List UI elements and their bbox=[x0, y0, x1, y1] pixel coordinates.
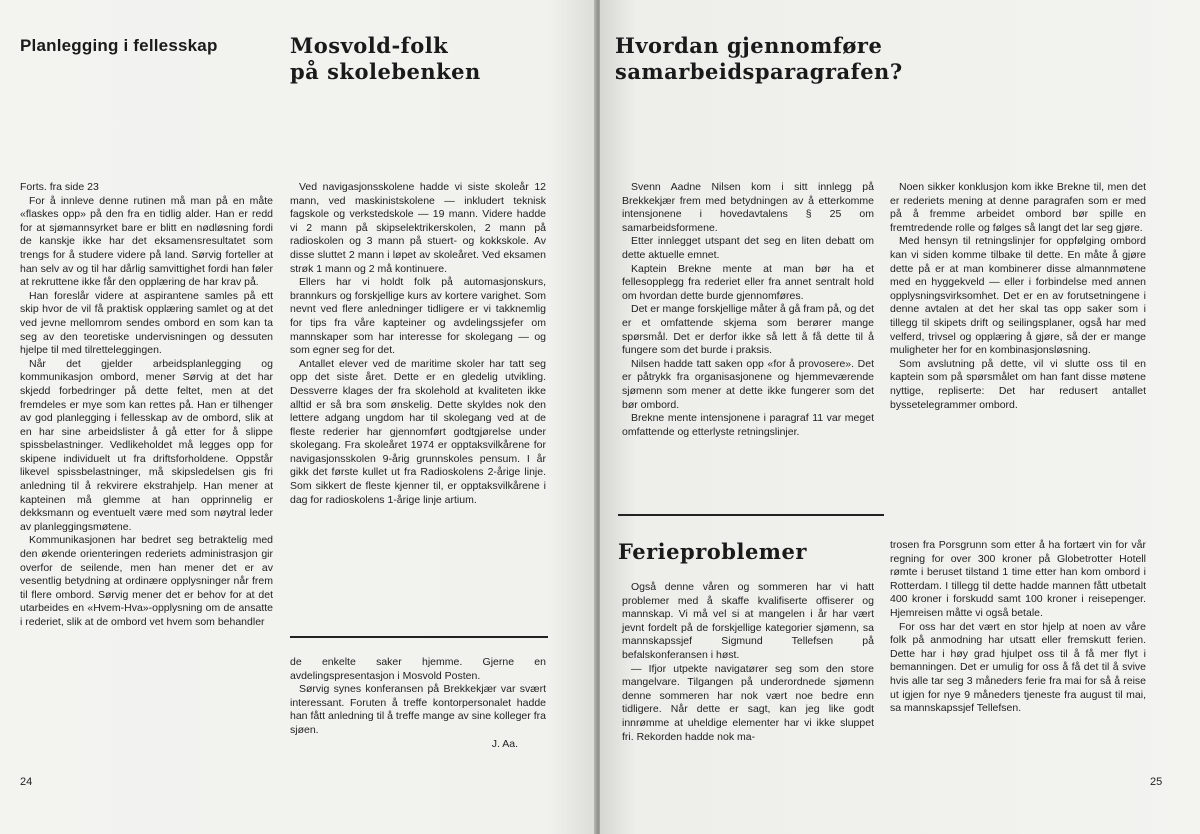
paragraph: Kaptein Brekne mente at man bør ha et fellesopplegg fra rederiet eller fra annet sentralt hold om hvordan dette burde gjennomføres. bbox=[622, 262, 874, 302]
paragraph: Som avslutning på dette, vil vi slutte oss til en kaptein som på spørsmålet om han fant disse møtene nyttige, repliserte: Det har redusert antallet byssetelegrammer ombord. bbox=[890, 357, 1146, 411]
section-header: Planlegging i fellesskap bbox=[20, 36, 218, 55]
paragraph: Noen sikker konklusjon kom ikke Brekne til, men det er rederiets mening at denne paragrafen som er med på å fremme arbeidet ombord bør spille en fremtredende rolle og følges så langt det lar seg gjøre. bbox=[890, 181, 1146, 234]
ferie-column-2 bbox=[890, 539, 1146, 716]
paragraph: Det er mange forskjellige måter å gå fram på, og det er et omfattende skjema som berører mange spørsmål. Det er derfor ikke så lett å få dette til å fungere som det burde i praksis. bbox=[622, 303, 874, 357]
continuation-note: Forts. fra side 23 bbox=[20, 181, 99, 193]
title-line-2: på skolebenken bbox=[290, 59, 481, 84]
title-line-1: Hvordan gjennomføre bbox=[615, 33, 883, 58]
paragraph: de enkelte saker hjemme. Gjerne en avdelingspresentasjon i Mosvold Posten. bbox=[290, 656, 546, 682]
title-line-1: Mosvold-folk bbox=[290, 33, 449, 58]
ferie-column-1 bbox=[622, 581, 874, 744]
left-column-2-bottom bbox=[290, 656, 546, 751]
paragraph: Brekne mente intensjonene i paragraf 11 var meget omfattende og etterlyste retningslinjer. bbox=[622, 412, 874, 438]
ferie-title: Ferieproblemer bbox=[618, 539, 807, 564]
page-number-right: 25 bbox=[1150, 776, 1163, 788]
paragraph: Etter innlegget utspant det seg en liten debatt om dette aktuelle emnet. bbox=[622, 235, 874, 261]
paragraph: Sørvig synes konferansen på Brekkekjær var svært interessant. Foruten å treffe kontorpersonalet hadde han fått anledning til å treffe mange av sine kolleger fra sjøen. bbox=[290, 683, 546, 736]
paragraph: Nilsen hadde tatt saken opp «for å provosere». Det er påtrykk fra organisasjonene og hjemmeværende sjømenn som mener at dette ikke fungerer som det bør ombord. bbox=[622, 357, 874, 411]
section-divider bbox=[290, 636, 548, 638]
article-title-mosvold bbox=[290, 33, 481, 85]
paragraph: — Ifjor utpekte navigatører seg som den store mangelvare. Tilgangen på underordnede sjømenn denne sommeren har nok vært noe bedre enn tidligere. Når dette er sagt, kan jeg like godt innrømme at uheldige elementer har vi ikke sluppet fri. Rekorden hadde nok ma- bbox=[622, 662, 874, 743]
article-title-samarbeid bbox=[615, 33, 903, 85]
section-divider bbox=[618, 514, 884, 516]
paragraph: Med hensyn til retningslinjer for oppfølging ombord kan vi siden komme tilbake til dette. En måte å gjøre dette på er at man kombinerer disse almannmøtene med en hyggekveld — eller i forbindelse med annen opplysningsvirksomhet. Det er en av forutsetningene i denne avtalen at det her skal tas opp saker som i tillegg til skipets drift og seilingsplaner, også har med velferd, trivsel og opplæring å gjøre, så der er mange muligheter her for en kombinasjonsløsning. bbox=[890, 235, 1146, 357]
right-page bbox=[600, 0, 1200, 834]
paragraph: Ved navigasjonsskolene hadde vi siste skoleår 12 mann, ved maskinistskolene — inkludert teknisk fagskole og verkstedskole — 19 mann. Videre hadde vi 2 mann på skipselektrikerskolen, 2 mann på radioskolen og 3 mann på stuert- og kokkskole. Av disse sluttet 2 mann i løpet av skoleåret. Ved eksamen strøk 1 mann og 2 må kontinuere. bbox=[290, 181, 546, 275]
page-number-left: 24 bbox=[20, 776, 33, 788]
signature: J. Aa. bbox=[491, 737, 518, 750]
left-column-2 bbox=[290, 181, 546, 507]
paragraph: trosen fra Porsgrunn som etter å ha fortært vin for vår regning for over 300 kroner på Globetrotter Hotell rømte i beruset tilstand 1 time etter han kom ombord i Rotterdam. I tillegg til dette hadde mannen fått utbetalt 400 kroner i forskudd samt 100 kroner i reisepenger. Hjemreisen måtte vi også betale. bbox=[890, 539, 1146, 619]
left-page bbox=[0, 0, 596, 834]
paragraph: Svenn Aadne Nilsen kom i sitt innlegg på Brekkekjær frem med betydningen av å etterkomme intensjonene i hovedavtalens § 25 om samarbeidsformene. bbox=[622, 181, 874, 234]
paragraph: Han foreslår videre at aspirantene samles på ett skip hvor de vil få praktisk opplæring samlet og at det ved jevne mellomrom sendes ombord en som kan ta seg av den teoretiske undervisningen og dessuten hjelpe til med tilretteleggingen. bbox=[20, 289, 273, 357]
right-column-2 bbox=[890, 181, 1146, 412]
paragraph: Kommunikasjonen har bedret seg betraktelig med den økende orienteringen rederiets administrasjon gir overfor de seilende, men han mener det er av vesentlig betydning at ordinære opplysninger når frem til flere ombord. Sørvig mener det er behov for at det utarbeides en «Hvem-Hva»-opplysning om de ansatte i rederiet, slik at de ombord vet hvem som behandler bbox=[20, 534, 273, 628]
paragraph: Når det gjelder arbeidsplanlegging og kommunikasjon ombord, mener Sørvig at det har skjedd forbedringer på dette feltet, men at det fremdeles er mye som kan rettes på. Han er tilhenger av god planlegging i fellesskap av de ombord, slik at en har sine arbeidslister å gå etter for å slippe spissbelastninger. Vedlikeholdet må legges opp for skipene individuelt ut fra driftsforholdene. Oppstår likevel spissbelastninger, må skipsledelsen gis fri anledning til å rekvirere ekstrahjelp. Han mener at kapteinen må glemme at han opprinnelig er dekksmann og eventuelt være med som nøytral leder av planleggingsmøtene. bbox=[20, 357, 273, 533]
paragraph: Antallet elever ved de maritime skoler har tatt seg opp det siste året. Dette er en gledelig utvikling. Dessverre klages der fra skolehold at kvaliteten ikke alltid er så bra som ønskelig. Dette skyldes nok den lettere adgang ungdom har til skolegang ved at de fleste rederier har gjennomført godtgjørelse under skolegang. Fra skoleåret 1974 er opptaksvilkårene for navigasjonsskolen 9-årig grunnskoles pensum. I år gikk det første kullet ut fra Radioskolens 2-årige linje. Som sikkert de fleste kjenner til, er opptaksvilkårene i dag for radioskolens 1-årige linje artium. bbox=[290, 357, 546, 506]
paragraph: For oss har det vært en stor hjelp at noen av våre folk på anmodning har utsatt eller fremskutt ferien. Dette har i høy grad hjulpet oss til å få mer flyt i bemanningen. Det er umulig for oss å få det til å svive hvis alle tar seg 3 måneders ferie fra mai for så å reise ut igjen for nye 9 måneders tjeneste fra august til mai, sa mannskapssjef Tellefsen. bbox=[890, 620, 1146, 715]
left-column-1 bbox=[20, 181, 273, 630]
right-column-1 bbox=[622, 181, 874, 439]
paragraph: Også denne våren og sommeren har vi hatt problemer med å skaffe kvalifiserte offiserer og mannskap. Vi må vel si at mangelen i år har vært jevnt fordelt på de forskjellige kategorier sjømenn, sa mannskapssjef Sigmund Tellefsen på befalskonferansen i høst. bbox=[622, 581, 874, 661]
title-line-2: samarbeidsparagrafen? bbox=[615, 59, 903, 84]
paragraph: For å innleve denne rutinen må man på en måte «flaskes opp» på den fra en tidlig alder. Han er redd for at sjømannsyrket bare er blitt en nødløsning fordi de kanskje ikke har det eksamensresultatet som trengs for å studere videre på land. Sørvig forteller at han selv av og til har dårlig samvittighet fordi han føler at rekruttene ikke får den opplæring de har krav på. bbox=[20, 194, 273, 289]
paragraph: Ellers har vi holdt folk på automasjonskurs, brannkurs og forskjellige kurs av kortere varighet. Som nevnt ved flere anledninger tidligere er vi takknemlig for tips fra våre kapteiner og avdelingssjefer om mannskaper som har interesse for skolegang — og som egner seg for det. bbox=[290, 276, 546, 357]
